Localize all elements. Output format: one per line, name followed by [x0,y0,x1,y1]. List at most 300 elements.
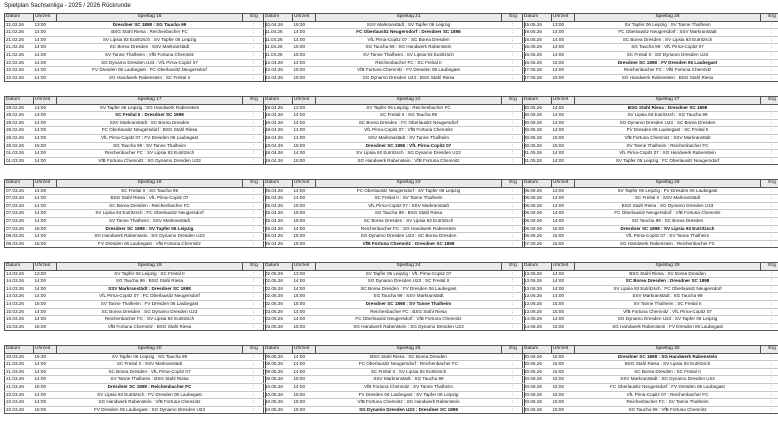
match-date: 18.04.26 [264,119,293,127]
match-date: 02.05.26 [264,300,293,308]
match-pairing: FV Dresden 06 Laubegast : VfB Fortuna Chemnitz [57,240,243,248]
header-result: Erg [243,14,266,22]
table-row [264,300,525,308]
match-time: 15:00 [293,210,316,218]
match-time: 15:00 [552,142,575,150]
match-time: 14:00 [293,195,316,203]
table-row [5,21,266,29]
match-time: 14:00 [293,150,316,158]
match-pairing: FC Oberlausitz Neugersdorf : FV Dresden 06 Laubegast [575,383,761,391]
match-time: 15:00 [552,240,575,248]
match-date: 18.04.26 [264,104,293,112]
match-result: : [243,278,266,286]
header-time: Uhrzeit [293,263,316,271]
table-row [264,353,525,361]
match-time: 15:00 [552,323,575,331]
match-date: 26.04.26 [264,233,293,241]
match-result: : [243,119,266,127]
match-date: 07.03.26 [5,225,34,233]
match-time: 14:00 [293,285,316,293]
match-date: 25.04.26 [264,202,293,210]
table-row [264,74,525,82]
table-row [523,67,778,75]
matchday-table [522,13,778,82]
match-pairing: VfL Pirna-Copitz 07 : SG Handwerk Rabenstein [575,150,761,158]
match-result: : [761,270,778,278]
header-result: Erg [243,97,266,105]
match-result: : [243,323,266,331]
match-pairing: SG Dynamo Dresden U23 : SC Borea Dresden [316,233,502,241]
table-row [523,210,778,218]
match-time: 14:00 [552,210,575,218]
match-time: 14:00 [293,112,316,120]
header-result: Erg [502,97,525,105]
match-result: : [502,59,525,67]
match-date: 18.04.26 [264,112,293,120]
match-date: 11.04.26 [264,44,293,52]
table-row [523,233,778,241]
match-date: 26.04.26 [264,225,293,233]
table-row [264,29,525,37]
match-time: 15:00 [293,399,316,407]
match-time: 14:00 [34,36,57,44]
match-time: 14:00 [34,127,57,135]
header-result: Erg [243,263,266,271]
match-time: 14:00 [552,217,575,225]
match-time: 14:00 [293,368,316,376]
table-header-row [5,180,266,188]
match-pairing: SG Taucha 99 : SG Handwerk Rabenstein [316,44,502,52]
match-time: 15:00 [552,74,575,82]
match-pairing: BSG Stahl Riesa : SG Dynamo Dresden U23 [575,202,761,210]
match-date: 19.04.26 [264,150,293,158]
table-row [264,51,525,59]
table-row [5,361,266,369]
match-result: : [243,74,266,82]
table-row [5,59,266,67]
match-result: : [243,157,266,165]
table-row [264,67,525,75]
table-row [264,142,525,150]
match-date: 22.03.26 [5,406,34,414]
match-date: 30.05.26 [523,104,552,112]
match-result: : [761,29,778,37]
match-date: 21.03.26 [5,361,34,369]
match-date: 14.03.26 [5,300,34,308]
match-pairing: SC Freital II : SSV Markranstädt [57,361,243,369]
match-result: : [502,21,525,29]
match-pairing: SG Taucha 99 : SV Tanne Thalheim [57,142,243,150]
table-row [523,368,778,376]
match-time: 14:00 [34,134,57,142]
table-row [5,119,266,127]
match-result: : [243,59,266,67]
table-header-row [264,346,525,354]
match-time: 15:00 [552,376,575,384]
match-date: 16.05.26 [523,29,552,37]
match-time: 15:00 [293,74,316,82]
match-pairing: SSV Markranstädt : SG Dynamo Dresden U23 [575,376,761,384]
match-result: : [502,308,525,316]
match-pairing: SG Taucha 99 : SSV Markranstädt [316,293,502,301]
match-pairing: SSV Markranstädt : SG Taucha 99 [316,376,502,384]
match-time: 15:00 [552,399,575,407]
match-result: : [761,233,778,241]
match-pairing: VfB Fortuna Chemnitz : FV Dresden 06 Laubegast [316,67,502,75]
match-time: 14:00 [293,187,316,195]
match-date: 25.04.26 [264,195,293,203]
match-date: 22.02.26 [5,59,34,67]
match-result: : [502,323,525,331]
match-time: 15:00 [552,368,575,376]
match-date: 12.04.26 [264,74,293,82]
match-time: 14:00 [552,127,575,135]
match-time: 15:00 [293,142,316,150]
match-result: : [502,391,525,399]
matchday-block [522,13,775,82]
match-result: : [243,21,266,29]
table-row [5,406,266,414]
match-result: : [761,278,778,286]
match-date: 25.04.26 [264,187,293,195]
matchday-label: Spieltag 27 [575,97,761,105]
match-time: 15:00 [552,391,575,399]
match-time: 14:00 [293,134,316,142]
table-header-row [264,97,525,105]
table-row [264,21,525,29]
table-row [523,150,778,158]
match-date: 14.03.26 [5,270,34,278]
header-time: Uhrzeit [34,180,57,188]
match-date: 16.05.26 [523,51,552,59]
header-date: Datum [5,180,34,188]
match-result: : [761,368,778,376]
matchday-label: Spieltag 17 [57,97,243,105]
match-result: : [243,233,266,241]
match-date: 28.02.26 [5,119,34,127]
table-row [264,195,525,203]
match-time: 15:00 [293,67,316,75]
header-date: Datum [5,263,34,271]
match-pairing: SG Dynamo Dresden U23 : Dresdner SC 1898 [316,406,502,414]
match-date: 31.05.26 [523,157,552,165]
match-result: : [502,127,525,135]
match-time: 14:00 [293,353,316,361]
match-date: 08.03.26 [5,233,34,241]
table-row [523,316,778,324]
matchday-block [522,179,775,248]
table-row [264,383,525,391]
table-row [523,300,778,308]
match-pairing: SG Taucha 99 : BSG Stahl Riesa [316,210,502,218]
match-result: : [761,361,778,369]
table-row [5,29,266,37]
match-pairing: SV Tapfer 06 Leipzig : SG Taucha 99 [57,353,243,361]
table-row [5,157,266,165]
match-time: 14:00 [552,278,575,286]
header-result: Erg [502,346,525,354]
match-pairing: SG Handwerk Rabenstein : SG Dynamo Dresden U23 [316,323,502,331]
match-result: : [243,202,266,210]
match-result: : [502,210,525,218]
match-time: 14:00 [293,225,316,233]
match-date: 25.04.26 [264,210,293,218]
table-header-row [264,14,525,22]
document-title: Spielplan Sachsenliga - 2025 / 2026 Rückrunde [4,3,131,9]
table-row [523,391,778,399]
match-date: 12.04.26 [264,67,293,75]
matchday-block [4,96,257,165]
table-row [264,278,525,286]
match-date: 17.05.26 [523,74,552,82]
match-pairing: FC Oberlausitz Neugersdorf : VfB Fortuna Chemnitz [316,316,502,324]
header-result: Erg [761,14,778,22]
match-result: : [761,225,778,233]
match-time: 14:00 [293,361,316,369]
table-header-row [5,97,266,105]
match-date: 10.04.26 [264,21,293,29]
match-time: 14:00 [552,150,575,158]
match-date: 30.05.26 [523,127,552,135]
match-date: 07.03.26 [5,195,34,203]
match-result: : [243,217,266,225]
match-pairing: SC Borea Dresden : SV Lipsia 93 Eutritzsch [575,36,761,44]
table-row [523,187,778,195]
match-result: : [761,308,778,316]
match-result: : [502,353,525,361]
matchday-block [263,96,516,165]
table-row [5,142,266,150]
table-row [264,36,525,44]
table-row [264,323,525,331]
match-pairing: Dresdner SC 1898 : Reichenbacher FC [57,383,243,391]
match-time: 15:00 [293,44,316,52]
match-result: : [502,376,525,384]
header-time: Uhrzeit [293,180,316,188]
header-time: Uhrzeit [34,97,57,105]
match-pairing: SV Tanne Thalheim : FV Dresden 06 Laubegast [57,300,243,308]
match-pairing: Reichenbacher FC : SV Lipsia 93 Eutritzsch [57,316,243,324]
table-row [5,308,266,316]
match-pairing: SC Borea Dresden : SC Freital II [575,368,761,376]
match-time: 15:00 [552,300,575,308]
match-result: : [243,67,266,75]
match-date: 15.03.26 [5,316,34,324]
match-result: : [243,104,266,112]
matchday-table [263,345,525,414]
match-pairing: SC Borea Dresden : FV Dresden 06 Laubegast [316,285,502,293]
match-date: 14.06.26 [523,316,552,324]
match-result: : [502,316,525,324]
table-row [264,202,525,210]
match-pairing: SG Handwerk Rabenstein : FV Dresden 06 Laubegast [575,323,761,331]
match-pairing: SC Borea Dresden : FC Oberlausitz Neugersdorf [316,119,502,127]
table-row [5,391,266,399]
match-date: 20.06.26 [523,399,552,407]
match-result: : [502,285,525,293]
matchday-block [522,96,775,165]
table-row [523,285,778,293]
table-row [264,316,525,324]
match-date: 02.05.26 [264,285,293,293]
match-result: : [243,225,266,233]
match-pairing: SG Dynamo Dresden U23 : VfL Pirna-Copitz 07 [57,59,243,67]
header-date: Datum [523,263,552,271]
match-time: 14:00 [293,29,316,37]
match-pairing: FC Oberlausitz Neugersdorf : Reichenbacher FC [316,361,502,369]
match-pairing: FC Oberlausitz Neugersdorf : Dresdner SC 1898 [316,29,502,37]
match-pairing: SC Borea Dresden : Dresdner SC 1898 [575,278,761,286]
match-time: 13:00 [552,187,575,195]
matchday-table [522,96,778,165]
match-time: 14:00 [293,278,316,286]
match-result: : [243,391,266,399]
match-date: 03.05.26 [264,316,293,324]
match-date: 11.04.26 [264,36,293,44]
table-row [523,119,778,127]
matchday-block [522,262,775,331]
match-date: 21.02.26 [5,51,34,59]
match-result: : [761,187,778,195]
match-time: 15:00 [552,383,575,391]
match-result: : [761,316,778,324]
match-time: 14:00 [293,127,316,135]
table-row [523,51,778,59]
match-date: 15.03.26 [5,308,34,316]
header-date: Datum [523,14,552,22]
match-pairing: SC Freital II : SG Taucha 99 [316,112,502,120]
match-result: : [761,293,778,301]
match-time: 14:00 [552,112,575,120]
table-row [5,112,266,120]
match-time: 14:00 [34,51,57,59]
match-date: 26.04.26 [264,240,293,248]
match-pairing: SG Handwerk Rabenstein : VfB Fortuna Chemnitz [57,399,243,407]
table-row [264,233,525,241]
match-pairing: FV Dresden 06 Laubegast : SV Tapfer 06 Leipzig [316,391,502,399]
table-row [5,270,266,278]
match-result: : [243,399,266,407]
match-result: : [243,376,266,384]
match-date: 30.05.26 [523,142,552,150]
table-row [5,127,266,135]
match-time: 14:00 [552,285,575,293]
match-result: : [761,67,778,75]
match-date: 08.03.26 [5,240,34,248]
match-time: 14:00 [293,383,316,391]
match-date: 16.05.26 [523,36,552,44]
header-date: Datum [523,180,552,188]
match-date: 07.03.26 [5,210,34,218]
table-row [264,157,525,165]
table-row [523,134,778,142]
match-pairing: SG Taucha 99 : VfL Pirna-Copitz 07 [575,44,761,52]
match-time: 14:00 [34,217,57,225]
match-result: : [502,157,525,165]
match-pairing: SV Lipsia 93 Eutritzsch : SG Taucha 99 [575,112,761,120]
match-pairing: BSG Stahl Riesa : SC Borea Dresden [316,353,502,361]
match-result: : [502,104,525,112]
match-pairing: SG Dynamo Dresden U23 : SV Tapfer 06 Leipzig [575,316,761,324]
match-date: 06.06.26 [523,233,552,241]
match-result: : [761,104,778,112]
matchday-block [263,13,516,82]
match-date: 15.03.26 [5,323,34,331]
header-result: Erg [761,346,778,354]
match-time: 14:00 [34,157,57,165]
match-pairing: SV Lipsia 93 Eutritzsch : FV Dresden 06 Laubegast [57,391,243,399]
table-row [5,293,266,301]
match-pairing: VfB Fortuna Chemnitz : SSV Markranstädt [575,134,761,142]
match-date: 01.03.26 [5,157,34,165]
match-pairing: FC Oberlausitz Neugersdorf : SV Tapfer 06 Leipzig [316,187,502,195]
match-time: 14:00 [552,36,575,44]
match-date: 06.06.26 [523,210,552,218]
match-date: 06.06.26 [523,225,552,233]
match-pairing: SG Handwerk Rabenstein : VfB Fortuna Chemnitz [316,157,502,165]
match-time: 15:00 [34,383,57,391]
match-pairing: SC Freital II : SG Taucha 99 [57,187,243,195]
match-result: : [761,300,778,308]
match-date: 03.05.26 [264,308,293,316]
matchday-table [263,96,525,165]
match-time: 15:00 [293,240,316,248]
header-date: Datum [5,14,34,22]
match-pairing: VfL Pirna-Copitz 07 : SV Tanne Thalheim [575,233,761,241]
table-row [523,406,778,414]
match-pairing: SSV Markranstädt : SV Tanne Thalheim [316,134,502,142]
matchday-label: Spieltag 21 [316,14,502,22]
match-date: 28.02.26 [5,142,34,150]
match-time: 15:00 [293,202,316,210]
match-date: 13.06.26 [523,293,552,301]
match-pairing: SV Tapfer 06 Leipzig : SC Freital II [57,270,243,278]
header-date: Datum [264,346,293,354]
table-row [523,376,778,384]
table-row [5,104,266,112]
match-date: 11.04.26 [264,29,293,37]
table-row [523,308,778,316]
match-pairing: SC Freital II : SG Dynamo Dresden U23 [575,51,761,59]
table-header-row [5,263,266,271]
table-row [523,323,778,331]
table-row [264,127,525,135]
match-date: 18.04.26 [264,142,293,150]
match-time: 15:00 [34,300,57,308]
table-row [5,323,266,331]
table-row [523,202,778,210]
match-pairing: SV Tanne Thalheim : Reichenbacher FC [575,142,761,150]
matchday-table [4,13,266,82]
match-date: 30.05.26 [523,112,552,120]
match-pairing: SV Tapfer 06 Leipzig : VfL Pirna-Copitz 07 [316,270,502,278]
header-result: Erg [761,180,778,188]
table-row [264,187,525,195]
table-row [523,21,778,29]
match-pairing: SV Tanne Thalheim : SSV Markranstädt [57,217,243,225]
match-date: 28.02.26 [5,104,34,112]
match-date: 21.02.26 [5,44,34,52]
match-date: 14.03.26 [5,278,34,286]
matchday-table [263,179,525,248]
match-pairing: SSV Markranstädt : SC Borea Dresden [57,119,243,127]
table-row [5,368,266,376]
match-date: 20.06.26 [523,406,552,414]
table-row [264,59,525,67]
table-row [5,210,266,218]
matchday-label: Spieltag 26 [575,14,761,22]
match-result: : [502,29,525,37]
